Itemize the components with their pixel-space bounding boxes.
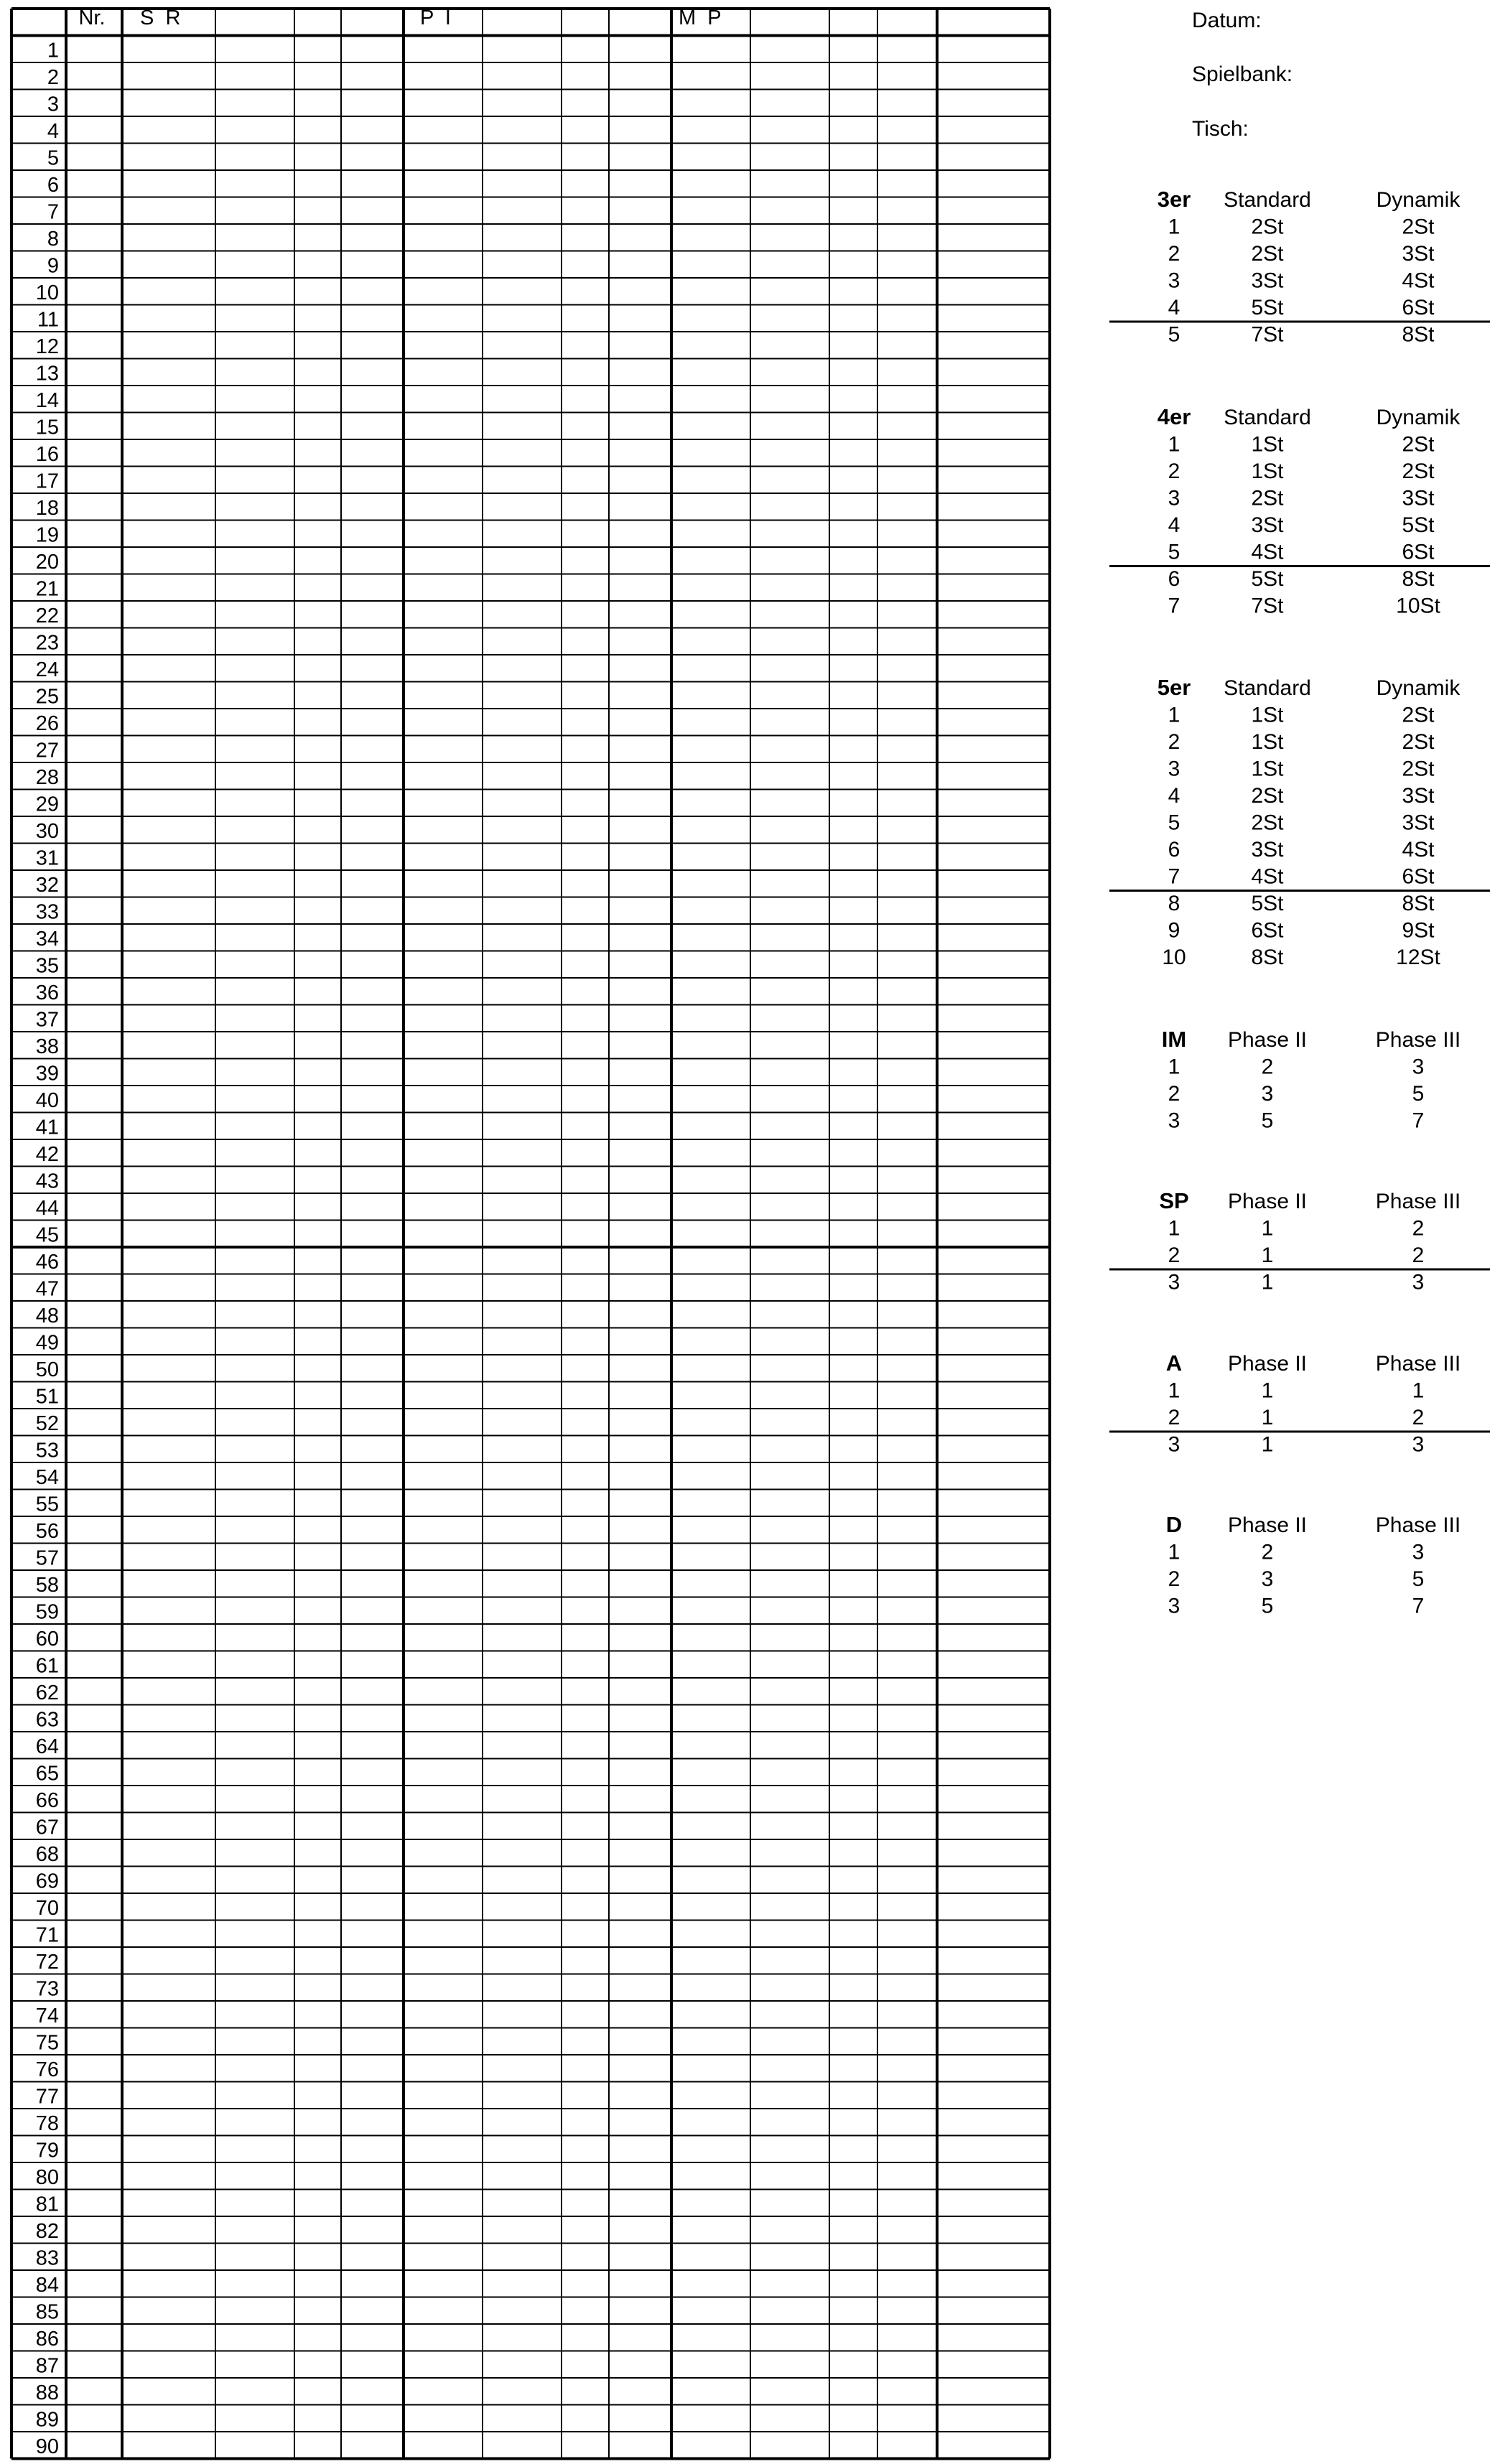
table-cell: 3 [1168, 269, 1180, 293]
table-cell: 2 [1168, 1406, 1180, 1429]
row-number: 60 [35, 1627, 59, 1651]
row-number: 81 [35, 2193, 59, 2216]
table-cell: 1 [1168, 1216, 1180, 1241]
table-cell: 3 [1168, 1594, 1180, 1618]
row-number: 40 [35, 1088, 59, 1112]
table-cell: 5 [1412, 1082, 1425, 1106]
row-number: 4 [47, 119, 59, 143]
table-cell: 2 [1168, 1243, 1180, 1267]
row-number: 37 [35, 1008, 59, 1032]
row-number: 10 [35, 281, 59, 304]
row-number: 3 [47, 93, 59, 116]
table-cell: 1 [1261, 1406, 1274, 1429]
header-group-mp: M P [679, 6, 722, 29]
table-d [1166, 1512, 1461, 1618]
table-cell: 3St [1402, 242, 1435, 266]
row-number: 28 [35, 765, 59, 789]
row-number: 21 [35, 577, 59, 601]
table-cell: 3 [1168, 757, 1180, 781]
row-number: 19 [35, 523, 59, 547]
table-cell: 3 [1412, 1432, 1425, 1457]
table-column-header: Phase III [1375, 1352, 1461, 1376]
row-number: 79 [35, 2139, 59, 2162]
table-title: 5er [1157, 675, 1191, 700]
row-number: 66 [35, 1788, 59, 1812]
table-cell: 3 [1168, 1109, 1180, 1133]
table-cell: 3 [1168, 1432, 1180, 1457]
table-title: A [1165, 1350, 1183, 1376]
date-label: Datum: [1192, 9, 1262, 32]
table-cell: 2St [1251, 486, 1284, 510]
table-cell: 3 [1261, 1567, 1274, 1591]
table-cell: 6St [1402, 296, 1435, 319]
table-cell: 2 [1412, 1406, 1425, 1429]
table-cell: 1 [1261, 1378, 1274, 1403]
table-cell: 5 [1168, 322, 1180, 347]
table-cell: 2St [1402, 215, 1435, 239]
table-cell: 3 [1412, 1270, 1425, 1294]
table-cell: 7St [1251, 322, 1284, 347]
table-cell: 2St [1251, 215, 1284, 239]
row-number: 33 [35, 900, 59, 924]
row-number: 73 [35, 1977, 59, 2001]
row-number: 77 [35, 2085, 59, 2109]
row-number: 44 [35, 1196, 59, 1220]
table-cell: 9 [1168, 918, 1180, 943]
table-cell: 3 [1412, 1055, 1425, 1079]
table-cell: 3St [1402, 784, 1435, 808]
table-cell: 6 [1168, 838, 1180, 862]
row-number: 32 [35, 873, 59, 897]
row-number: 36 [35, 981, 59, 1004]
row-number: 83 [35, 2246, 59, 2270]
table-title: IM [1161, 1027, 1187, 1052]
table-cell: 6St [1251, 918, 1284, 943]
row-number: 34 [35, 927, 59, 951]
row-number: 88 [35, 2381, 59, 2404]
table-title: 3er [1157, 187, 1191, 212]
table-cell: 2St [1402, 757, 1435, 781]
row-number: 1 [47, 39, 59, 62]
row-number: 45 [35, 1223, 59, 1247]
table-cell: 1 [1261, 1270, 1274, 1294]
table-cell: 7St [1251, 594, 1284, 618]
table-cell: 9St [1402, 918, 1435, 943]
table-cell: 4 [1168, 784, 1180, 808]
record-grid [11, 6, 1050, 2459]
row-number: 20 [35, 550, 59, 574]
table-im [1162, 1027, 1461, 1133]
table-column-header: Phase III [1375, 1190, 1461, 1213]
row-number: 63 [35, 1708, 59, 1732]
row-number: 15 [35, 416, 59, 439]
row-number: 38 [35, 1035, 59, 1058]
table-cell: 3St [1402, 486, 1435, 510]
table-cell: 4St [1402, 838, 1435, 862]
row-number: 5 [47, 146, 59, 170]
header-nr: Nr. [78, 6, 106, 29]
table-cell: 2 [1412, 1216, 1425, 1241]
row-number: 25 [35, 685, 59, 709]
row-number: 8 [47, 227, 59, 251]
table-cell: 4St [1402, 269, 1435, 293]
table-column-header: Phase II [1227, 1513, 1308, 1537]
table-cell: 1St [1251, 730, 1284, 754]
row-number: 7 [47, 200, 59, 224]
table-4er [1109, 404, 1490, 618]
table-cell: 5St [1251, 296, 1284, 319]
table-cell: 2 [1261, 1540, 1274, 1564]
table-column-header: Phase II [1227, 1352, 1308, 1376]
table-cell: 5 [1168, 540, 1180, 564]
table-cell: 1 [1261, 1243, 1274, 1267]
table-cell: 2 [1168, 1567, 1180, 1591]
table-cell: 6St [1402, 540, 1435, 564]
row-number: 26 [35, 711, 59, 735]
table-3er [1109, 187, 1490, 347]
table-cell: 6 [1168, 567, 1180, 591]
table-cell: 2 [1168, 459, 1180, 483]
table-cell: 1 [1168, 1055, 1180, 1079]
row-number: 29 [35, 793, 59, 816]
table-cell: 5 [1261, 1594, 1274, 1618]
row-number: 76 [35, 2058, 59, 2081]
row-number: 50 [35, 1358, 59, 1381]
table-cell: 5St [1251, 892, 1284, 915]
table-cell: 10St [1396, 594, 1440, 618]
table-title: SP [1159, 1188, 1189, 1213]
table-cell: 4 [1168, 296, 1180, 319]
row-number: 82 [35, 2219, 59, 2243]
table-cell: 8St [1402, 567, 1435, 591]
row-number: 69 [35, 1870, 59, 1893]
table-cell: 2St [1251, 784, 1284, 808]
row-number: 74 [35, 2004, 59, 2027]
row-number: 85 [35, 2300, 59, 2324]
table-cell: 1St [1251, 459, 1284, 483]
row-number: 84 [35, 2273, 59, 2297]
row-number: 71 [35, 1923, 59, 1947]
table-sp [1109, 1188, 1490, 1294]
table-cell: 7 [1168, 864, 1180, 889]
table-cell: 4St [1251, 864, 1284, 889]
row-number: 46 [35, 1250, 59, 1274]
table-cell: 1St [1251, 703, 1284, 727]
row-number: 49 [35, 1331, 59, 1355]
table-cell: 3 [1168, 486, 1180, 510]
table-cell: 3St [1402, 811, 1435, 835]
row-number: 80 [35, 2165, 59, 2189]
row-number: 55 [35, 1493, 59, 1516]
row-number: 39 [35, 1062, 59, 1086]
row-number: 62 [35, 1681, 59, 1704]
table-column-header: Phase III [1375, 1028, 1461, 1052]
row-number: 35 [35, 954, 59, 978]
row-number: 6 [47, 173, 59, 197]
table-cell: 1 [1168, 703, 1180, 727]
row-number: 13 [35, 362, 59, 386]
table-cell: 2 [1412, 1243, 1425, 1267]
row-number: 27 [35, 739, 59, 762]
table-cell: 6St [1402, 864, 1435, 889]
table-column-header: Phase III [1375, 1513, 1461, 1537]
table-cell: 1 [1261, 1432, 1274, 1457]
table-cell: 5 [1412, 1567, 1425, 1591]
row-number: 87 [35, 2354, 59, 2378]
table-cell: 5St [1251, 567, 1284, 591]
row-number: 89 [35, 2408, 59, 2432]
row-number: 48 [35, 1304, 59, 1327]
row-number: 2 [47, 65, 59, 89]
table-cell: 10 [1162, 946, 1186, 969]
row-number: 67 [35, 1816, 59, 1839]
table-cell: 2St [1251, 242, 1284, 266]
row-number: 59 [35, 1600, 59, 1624]
table-cell: 2 [1168, 730, 1180, 754]
row-number: 53 [35, 1439, 59, 1462]
row-number: 64 [35, 1735, 59, 1758]
table-cell: 2 [1261, 1055, 1274, 1079]
table-column-header: Dynamik [1376, 188, 1461, 212]
table-title: D [1165, 1512, 1183, 1537]
table-cell: 5 [1168, 811, 1180, 835]
row-number: 31 [35, 846, 59, 870]
table-column-header: Standard [1224, 188, 1311, 212]
header-group-pi: P I [420, 6, 451, 29]
table-cell: 3St [1251, 838, 1284, 862]
table-cell: 2 [1168, 1082, 1180, 1106]
row-number: 41 [35, 1116, 59, 1139]
row-number: 57 [35, 1546, 59, 1570]
row-number: 9 [47, 254, 59, 278]
table-cell: 3 [1168, 1270, 1180, 1294]
table-column-header: Phase II [1227, 1028, 1308, 1052]
row-number: 70 [35, 1896, 59, 1920]
progression-tables [1109, 187, 1490, 1618]
row-number: 51 [35, 1385, 59, 1409]
table-label: Tisch: [1192, 117, 1249, 141]
row-number: 16 [35, 442, 59, 466]
table-cell: 4St [1251, 540, 1284, 564]
table-cell: 2St [1402, 730, 1435, 754]
table-cell: 1 [1168, 1540, 1180, 1564]
row-number: 56 [35, 1519, 59, 1543]
table-cell: 3 [1261, 1082, 1274, 1106]
table-cell: 1St [1251, 432, 1284, 457]
row-number: 54 [35, 1465, 59, 1489]
table-cell: 3St [1251, 513, 1284, 537]
row-number: 23 [35, 631, 59, 655]
row-number: 75 [35, 2031, 59, 2055]
table-cell: 7 [1412, 1594, 1425, 1618]
row-number: 42 [35, 1142, 59, 1166]
casino-label: Spielbank: [1192, 62, 1293, 86]
row-number: 24 [35, 658, 59, 681]
table-cell: 8St [1402, 322, 1435, 347]
row-number: 61 [35, 1654, 59, 1678]
table-cell: 2St [1402, 459, 1435, 483]
table-cell: 8St [1402, 892, 1435, 915]
table-cell: 1 [1168, 432, 1180, 457]
header-group-sr: S R [140, 6, 181, 29]
table-cell: 5 [1261, 1109, 1274, 1133]
table-title: 4er [1157, 404, 1191, 429]
table-cell: 2St [1402, 703, 1435, 727]
table-column-header: Dynamik [1376, 676, 1461, 700]
table-column-header: Dynamik [1376, 406, 1461, 429]
row-number: 14 [35, 388, 59, 412]
table-cell: 3St [1251, 269, 1284, 293]
table-column-header: Standard [1224, 406, 1311, 429]
table-cell: 2St [1251, 811, 1284, 835]
table-cell: 12St [1396, 946, 1440, 969]
row-number: 30 [35, 819, 59, 843]
row-number: 78 [35, 2111, 59, 2135]
table-cell: 1 [1261, 1216, 1274, 1241]
table-cell: 1 [1168, 215, 1180, 239]
table-cell: 1 [1412, 1378, 1425, 1403]
row-number: 11 [37, 308, 59, 332]
table-cell: 7 [1412, 1109, 1425, 1133]
table-cell: 1 [1168, 1378, 1180, 1403]
row-number: 65 [35, 1762, 59, 1786]
table-cell: 8 [1168, 892, 1180, 915]
row-number: 47 [35, 1277, 59, 1301]
table-cell: 2St [1402, 432, 1435, 457]
row-number: 68 [35, 1842, 59, 1866]
table-cell: 3 [1412, 1540, 1425, 1564]
table-cell: 4 [1168, 513, 1180, 537]
session-info [1192, 9, 1293, 141]
table-cell: 2 [1168, 242, 1180, 266]
row-number: 86 [35, 2327, 59, 2351]
row-number: 18 [35, 496, 59, 520]
table-cell: 5St [1402, 513, 1435, 537]
table-5er [1109, 675, 1490, 969]
row-number: 22 [35, 604, 59, 627]
row-number: 43 [35, 1170, 59, 1193]
table-cell: 7 [1168, 594, 1180, 618]
row-number: 58 [35, 1573, 59, 1597]
row-number: 12 [35, 335, 59, 358]
table-column-header: Phase II [1227, 1190, 1308, 1213]
table-cell: 8St [1251, 946, 1284, 969]
row-number: 90 [35, 2435, 59, 2458]
row-number: 52 [35, 1411, 59, 1435]
row-number: 72 [35, 1950, 59, 1974]
table-cell: 1St [1251, 757, 1284, 781]
table-column-header: Standard [1224, 676, 1311, 700]
row-number: 17 [35, 470, 59, 493]
table-a [1109, 1350, 1490, 1457]
